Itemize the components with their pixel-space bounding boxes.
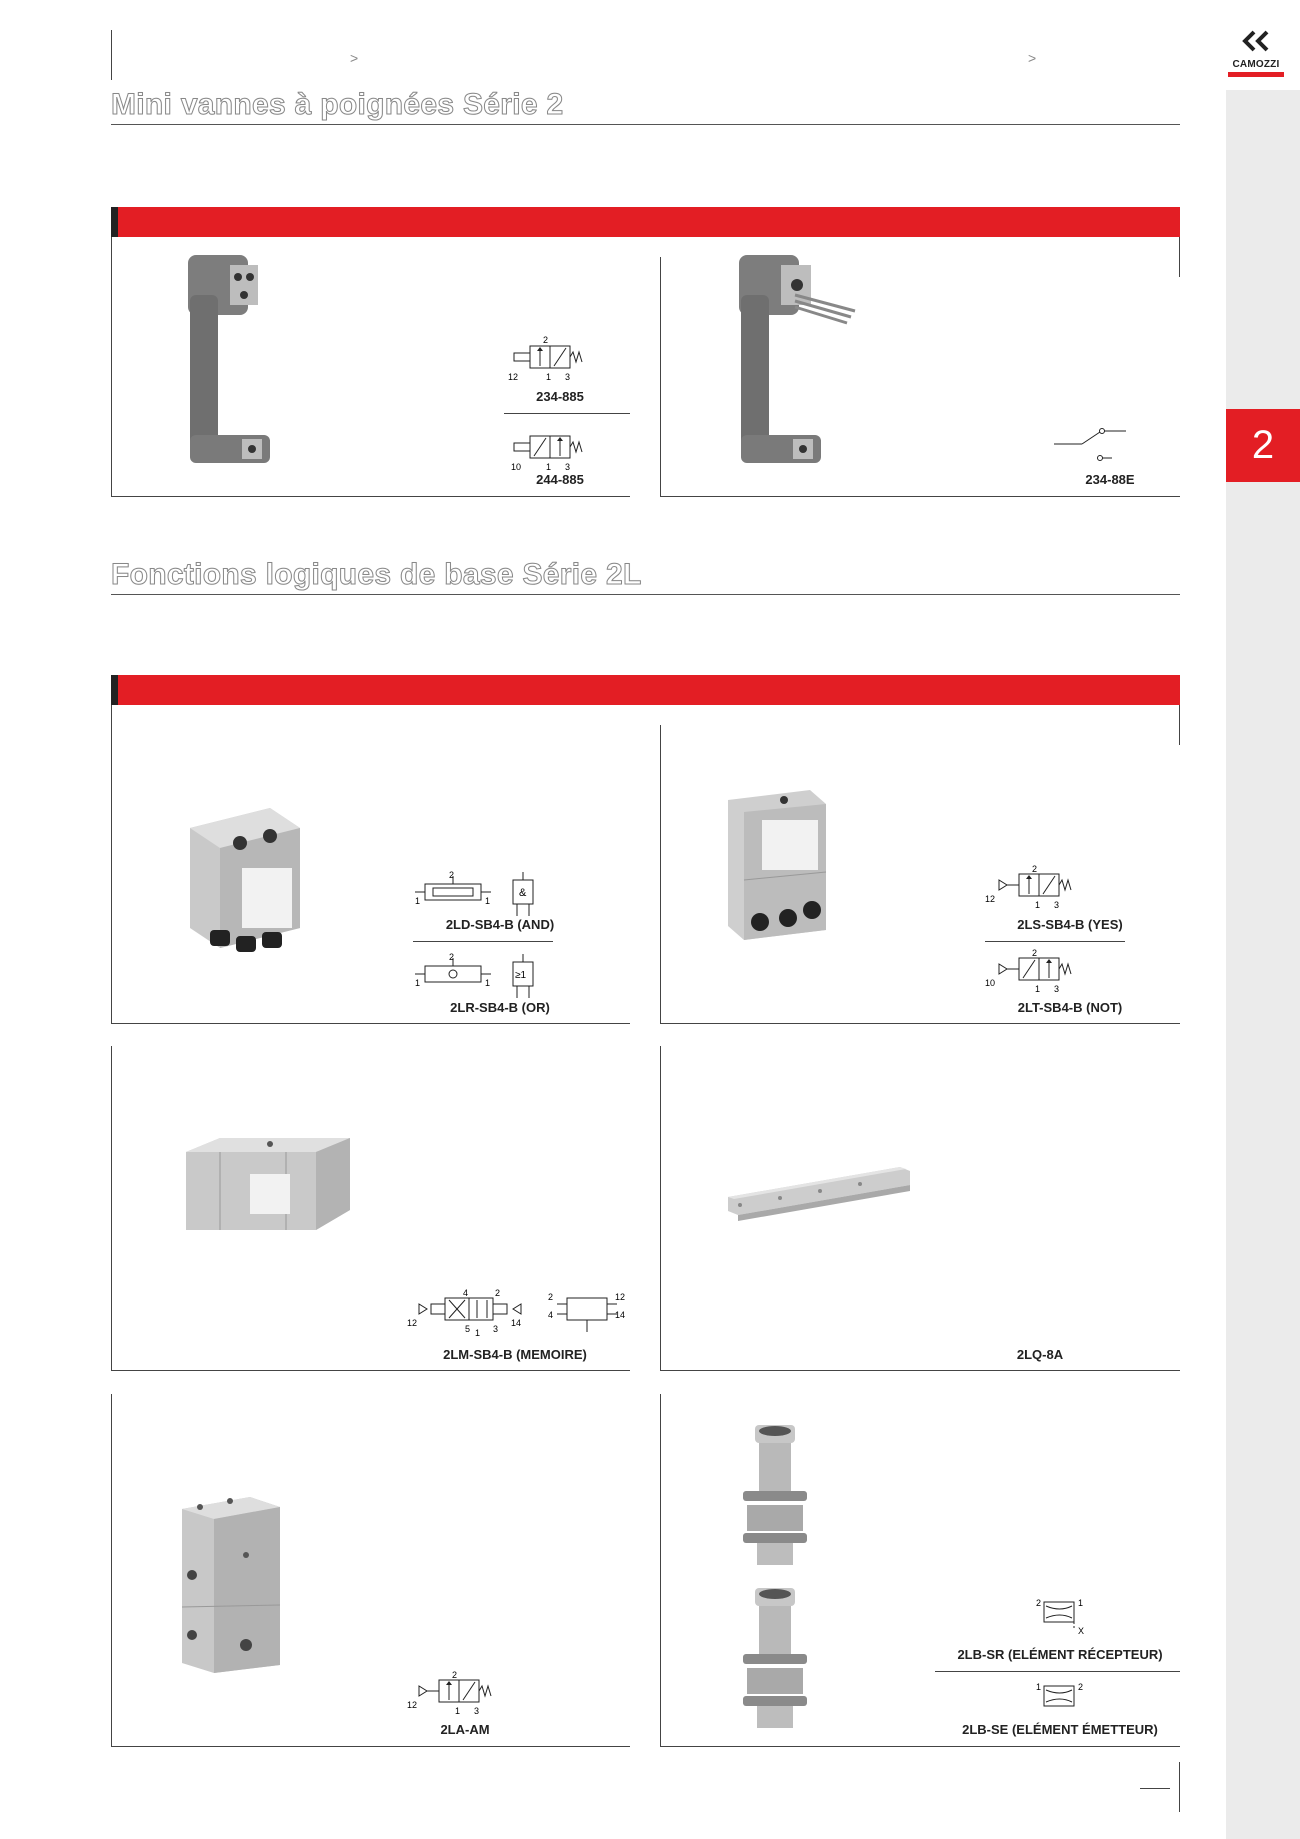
panel-edge xyxy=(1179,237,1180,277)
product-code-2LR: 2LR-SB4-B (OR) xyxy=(450,1000,550,1015)
product-code-2LB-SE: 2LB-SE (ELÉMENT ÉMETTEUR) xyxy=(962,1722,1158,1737)
svg-text:1: 1 xyxy=(455,1706,461,1716)
switch-symbol xyxy=(1052,424,1128,464)
divider xyxy=(985,941,1125,942)
logic-block-photo xyxy=(180,808,310,958)
receiver-symbol xyxy=(1030,1596,1090,1636)
svg-text:3: 3 xyxy=(565,462,571,472)
svg-text:2: 2 xyxy=(449,952,455,962)
brand-bar xyxy=(1228,72,1284,77)
svg-text:12: 12 xyxy=(615,1292,626,1302)
svg-text:2: 2 xyxy=(449,870,455,880)
product-code-2LT: 2LT-SB4-B (NOT) xyxy=(1017,1000,1123,1015)
valve-symbol-3-2 xyxy=(508,334,588,382)
footer-divider xyxy=(1179,1762,1180,1812)
section-red-bar xyxy=(111,675,1180,705)
product-code-2LB-SR: 2LB-SR (ELÉMENT RÉCEPTEUR) xyxy=(957,1647,1163,1662)
chapter-tab[interactable]: 2 xyxy=(1226,409,1300,482)
divider xyxy=(504,413,630,414)
svg-text:2: 2 xyxy=(1032,864,1038,874)
memory-logic-symbol xyxy=(545,1288,630,1338)
svg-text:2: 2 xyxy=(1036,1598,1042,1608)
valve-symbol-5-2 xyxy=(405,1288,525,1338)
amplifier-block-photo xyxy=(180,1495,290,1675)
svg-text:3: 3 xyxy=(565,372,571,382)
breadcrumb-separator: > xyxy=(350,50,359,66)
electric-handle-photo xyxy=(735,255,865,475)
header-divider xyxy=(111,30,112,80)
svg-text:14: 14 xyxy=(511,1318,522,1328)
breadcrumb-separator: > xyxy=(1028,50,1037,66)
emitter-element-photo xyxy=(735,1588,815,1738)
svg-text:2: 2 xyxy=(1032,948,1038,958)
svg-text:1: 1 xyxy=(1035,900,1041,910)
svg-text:2: 2 xyxy=(548,1292,554,1302)
svg-text:12: 12 xyxy=(508,372,519,382)
svg-text:1: 1 xyxy=(546,372,552,382)
product-code-2LD: 2LD-SB4-B (AND) xyxy=(445,917,555,932)
svg-text:4: 4 xyxy=(463,1288,469,1298)
svg-text:1: 1 xyxy=(485,896,491,906)
product-code-2LA: 2LA-AM xyxy=(440,1722,490,1737)
and-logic-symbol xyxy=(413,870,553,920)
product-code-244-885: 244-885 xyxy=(536,472,584,487)
svg-text:3: 3 xyxy=(474,1706,480,1716)
or-logic-symbol xyxy=(413,952,553,1000)
svg-text:2: 2 xyxy=(543,335,549,345)
svg-text:10: 10 xyxy=(985,978,996,988)
svg-text:12: 12 xyxy=(407,1700,418,1710)
product-code-234-885: 234-885 xyxy=(536,389,584,404)
valve-symbol-not xyxy=(985,948,1075,996)
valve-symbol-yes xyxy=(985,864,1075,912)
svg-text:1: 1 xyxy=(1078,1598,1084,1608)
svg-text:2: 2 xyxy=(1078,1682,1084,1692)
receiver-element-photo xyxy=(735,1425,815,1575)
divider xyxy=(935,1671,1180,1672)
svg-text:12: 12 xyxy=(407,1318,418,1328)
svg-text:≥1: ≥1 xyxy=(515,970,527,981)
svg-text:2: 2 xyxy=(495,1288,501,1298)
svg-text:12: 12 xyxy=(985,894,996,904)
svg-text:1: 1 xyxy=(546,462,552,472)
valve-symbol-amplifier xyxy=(405,1670,495,1718)
panel-edge xyxy=(1179,705,1180,745)
emitter-symbol xyxy=(1030,1680,1090,1714)
svg-text:X: X xyxy=(1078,1626,1085,1636)
mounting-plate-photo xyxy=(720,1165,920,1235)
product-code-2LS: 2LS-SB4-B (YES) xyxy=(1017,917,1123,932)
svg-text:10: 10 xyxy=(511,462,522,472)
section-title-mini-vannes: Mini vannes à poignées Série 2 xyxy=(111,88,1180,125)
product-code-2LQ: 2LQ-8A xyxy=(1016,1347,1064,1362)
svg-text:3: 3 xyxy=(1054,900,1060,910)
svg-text:4: 4 xyxy=(548,1310,554,1320)
valve-symbol-3-2-no xyxy=(508,432,588,472)
svg-text:14: 14 xyxy=(615,1310,626,1320)
svg-text:1: 1 xyxy=(1036,1682,1042,1692)
svg-text:2: 2 xyxy=(452,1670,458,1680)
svg-text:3: 3 xyxy=(1054,984,1060,994)
brand-name: CAMOZZI xyxy=(1232,59,1280,70)
footer-line xyxy=(1140,1788,1170,1789)
svg-text:1: 1 xyxy=(485,978,491,988)
svg-text:&: & xyxy=(519,887,527,899)
svg-text:1: 1 xyxy=(415,978,421,988)
svg-text:1: 1 xyxy=(415,896,421,906)
memoire-block-photo xyxy=(180,1130,360,1240)
svg-text:1: 1 xyxy=(475,1328,481,1338)
side-strip xyxy=(1226,90,1300,1839)
svg-text:1: 1 xyxy=(1035,984,1041,994)
product-code-2LM: 2LM-SB4-B (MEMOIRE) xyxy=(443,1347,587,1362)
section-red-bar xyxy=(111,207,1180,237)
handle-valve-photo xyxy=(180,255,280,475)
product-code-234-88E: 234-88E xyxy=(1085,472,1135,487)
camozzi-ck-icon xyxy=(1241,30,1271,52)
svg-text:5: 5 xyxy=(465,1324,471,1334)
camozzi-logo xyxy=(1226,30,1286,76)
yes-not-block-photo xyxy=(720,790,840,940)
svg-text:3: 3 xyxy=(493,1324,499,1334)
section-title-fonctions-logiques: Fonctions logiques de base Série 2L xyxy=(111,558,1180,595)
divider xyxy=(413,941,553,942)
